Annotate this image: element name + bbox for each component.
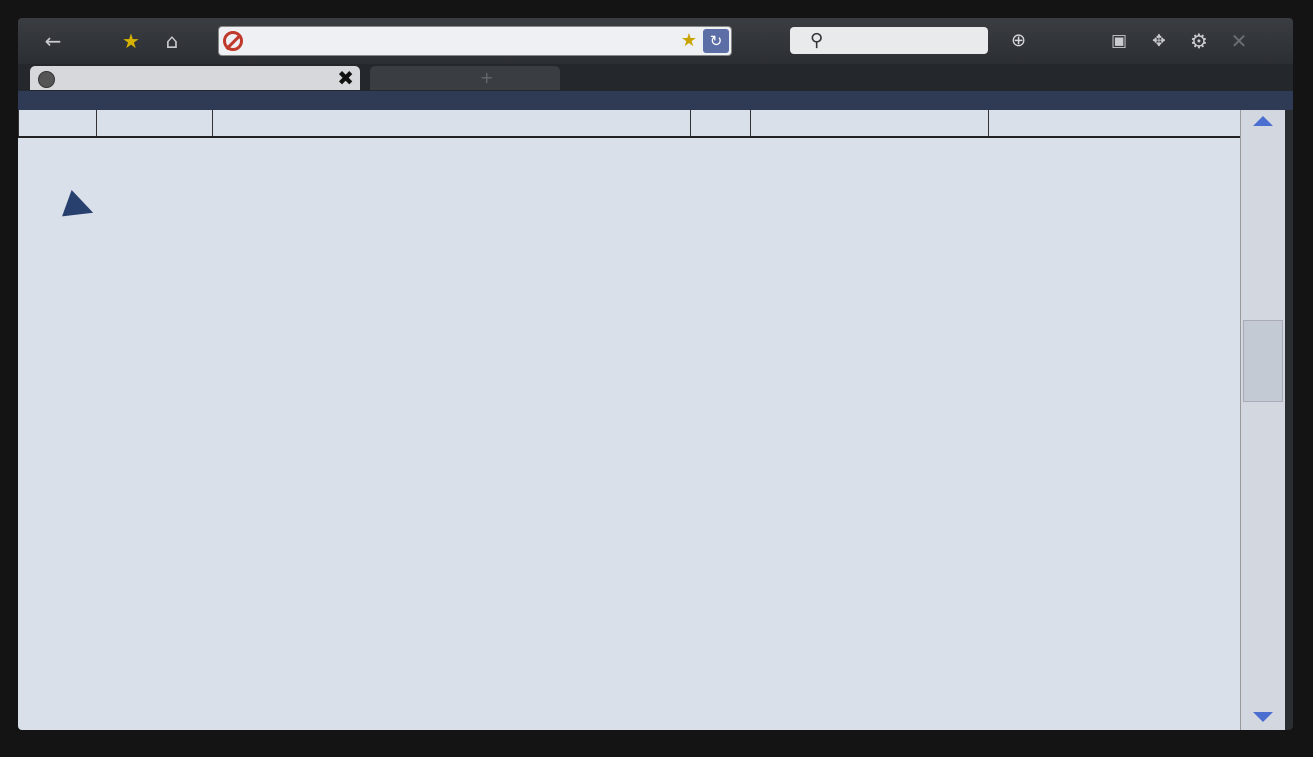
favicon-icon	[38, 71, 55, 88]
scroll-down-arrow-icon[interactable]	[1253, 712, 1273, 722]
jobs-table	[18, 110, 1240, 730]
table-header	[18, 91, 1293, 110]
search-icon: ⚲	[810, 30, 824, 51]
window-icon[interactable]: ▣	[1110, 31, 1128, 51]
close-icon[interactable]: ✕	[1230, 29, 1248, 53]
browser-window	[18, 18, 1293, 730]
address-bar[interactable]	[218, 26, 732, 56]
search-box[interactable]	[790, 27, 988, 54]
table-row	[18, 110, 1240, 138]
favorite-star-icon[interactable]: ★	[680, 30, 697, 51]
zoom-icon: ⊕	[1011, 30, 1027, 51]
refresh-icon[interactable]: ↻	[703, 29, 729, 53]
plus-icon: +	[480, 68, 494, 87]
scroll-thumb[interactable]	[1243, 320, 1283, 402]
desc-cell	[212, 110, 690, 136]
tab-strip	[18, 64, 1293, 91]
gear-icon[interactable]: ⚙	[1190, 29, 1208, 53]
browser-toolbar	[18, 18, 1293, 64]
bookmark-star-icon[interactable]: ★	[122, 29, 140, 53]
fullscreen-icon[interactable]: ✥	[1152, 31, 1166, 50]
zoom-level[interactable]	[1011, 18, 1026, 64]
blocked-icon	[223, 31, 243, 51]
scroll-up-arrow-icon[interactable]	[1253, 116, 1273, 126]
tab-close-icon[interactable]: ✖	[337, 66, 354, 90]
tab-secretaria[interactable]	[30, 66, 360, 90]
home-icon[interactable]: ⌂	[165, 29, 179, 53]
tab-new[interactable]	[370, 66, 560, 90]
scrollbar[interactable]	[1240, 110, 1285, 730]
back-arrow-icon[interactable]: ←	[44, 29, 62, 53]
